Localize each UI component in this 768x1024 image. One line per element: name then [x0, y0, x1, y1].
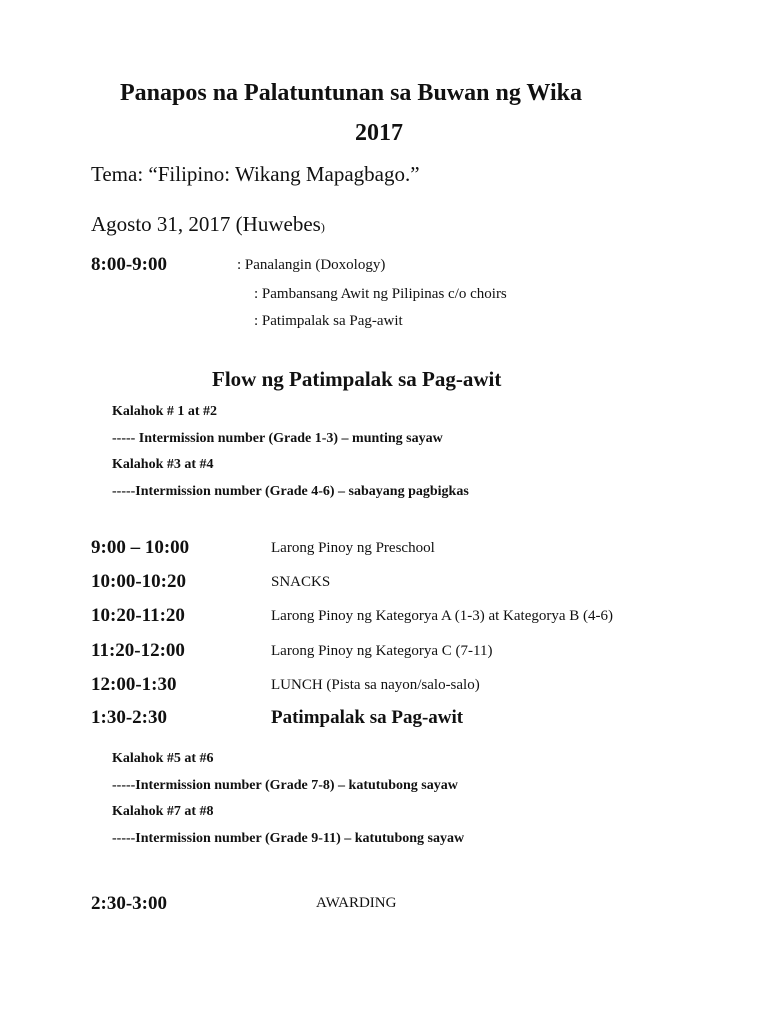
- schedule-activity-highlight: Patimpalak sa Pag-awit: [271, 707, 464, 728]
- time-slot-morning: 8:00-9:00: [91, 254, 167, 275]
- page-title: Panapos na Palatuntunan sa Buwan ng Wika: [120, 80, 582, 106]
- flow-line: Kalahok #3 at #4: [112, 457, 214, 472]
- schedule-activity: Larong Pinoy ng Kategorya C (7-11): [271, 643, 493, 659]
- schedule-time: 10:20-11:20: [91, 605, 185, 626]
- schedule-time-closing: 2:30-3:00: [91, 893, 167, 914]
- flow-line: Kalahok #5 at #6: [112, 751, 214, 766]
- flow-line: -----Intermission number (Grade 9-11) – katutubong sayaw: [112, 831, 465, 846]
- flow-line: Kalahok # 1 at #2: [112, 404, 218, 419]
- schedule-time: 12:00-1:30: [91, 674, 177, 695]
- program-item: : Pambansang Awit ng Pilipinas c/o choirs: [254, 286, 507, 302]
- tema-line: Tema: “Filipino: Wikang Mapagbago.”: [91, 162, 420, 186]
- section-heading-flow: Flow ng Patimpalak sa Pag-awit: [212, 367, 502, 391]
- flow-line: -----Intermission number (Grade 7-8) – katutubong sayaw: [112, 778, 458, 793]
- schedule-activity: Larong Pinoy ng Kategorya A (1-3) at Kategorya B (4-6): [271, 608, 613, 624]
- flow-line: ----- Intermission number (Grade 1-3) – munting sayaw: [112, 431, 443, 446]
- schedule-time: 1:30-2:30: [91, 707, 167, 728]
- flow-line: Kalahok #7 at #8: [112, 804, 214, 819]
- program-item: : Panalangin (Doxology): [237, 257, 386, 273]
- page-title-year: 2017: [355, 120, 403, 146]
- schedule-activity-closing: AWARDING: [316, 895, 397, 911]
- program-item: : Patimpalak sa Pag-awit: [254, 313, 403, 329]
- event-date: [91, 212, 325, 237]
- schedule-activity: LUNCH (Pista sa nayon/salo-salo): [271, 677, 480, 693]
- schedule-activity: SNACKS: [271, 574, 331, 590]
- event-date-text: Agosto 31, 2017 (Huwebes: [91, 212, 321, 236]
- schedule-time: 11:20-12:00: [91, 640, 185, 661]
- schedule-time: 9:00 – 10:00: [91, 537, 190, 558]
- event-date-close: ): [320, 220, 325, 234]
- flow-line: -----Intermission number (Grade 4-6) – sabayang pagbigkas: [112, 484, 469, 499]
- schedule-time: 10:00-10:20: [91, 571, 186, 592]
- schedule-activity: Larong Pinoy ng Preschool: [271, 540, 435, 556]
